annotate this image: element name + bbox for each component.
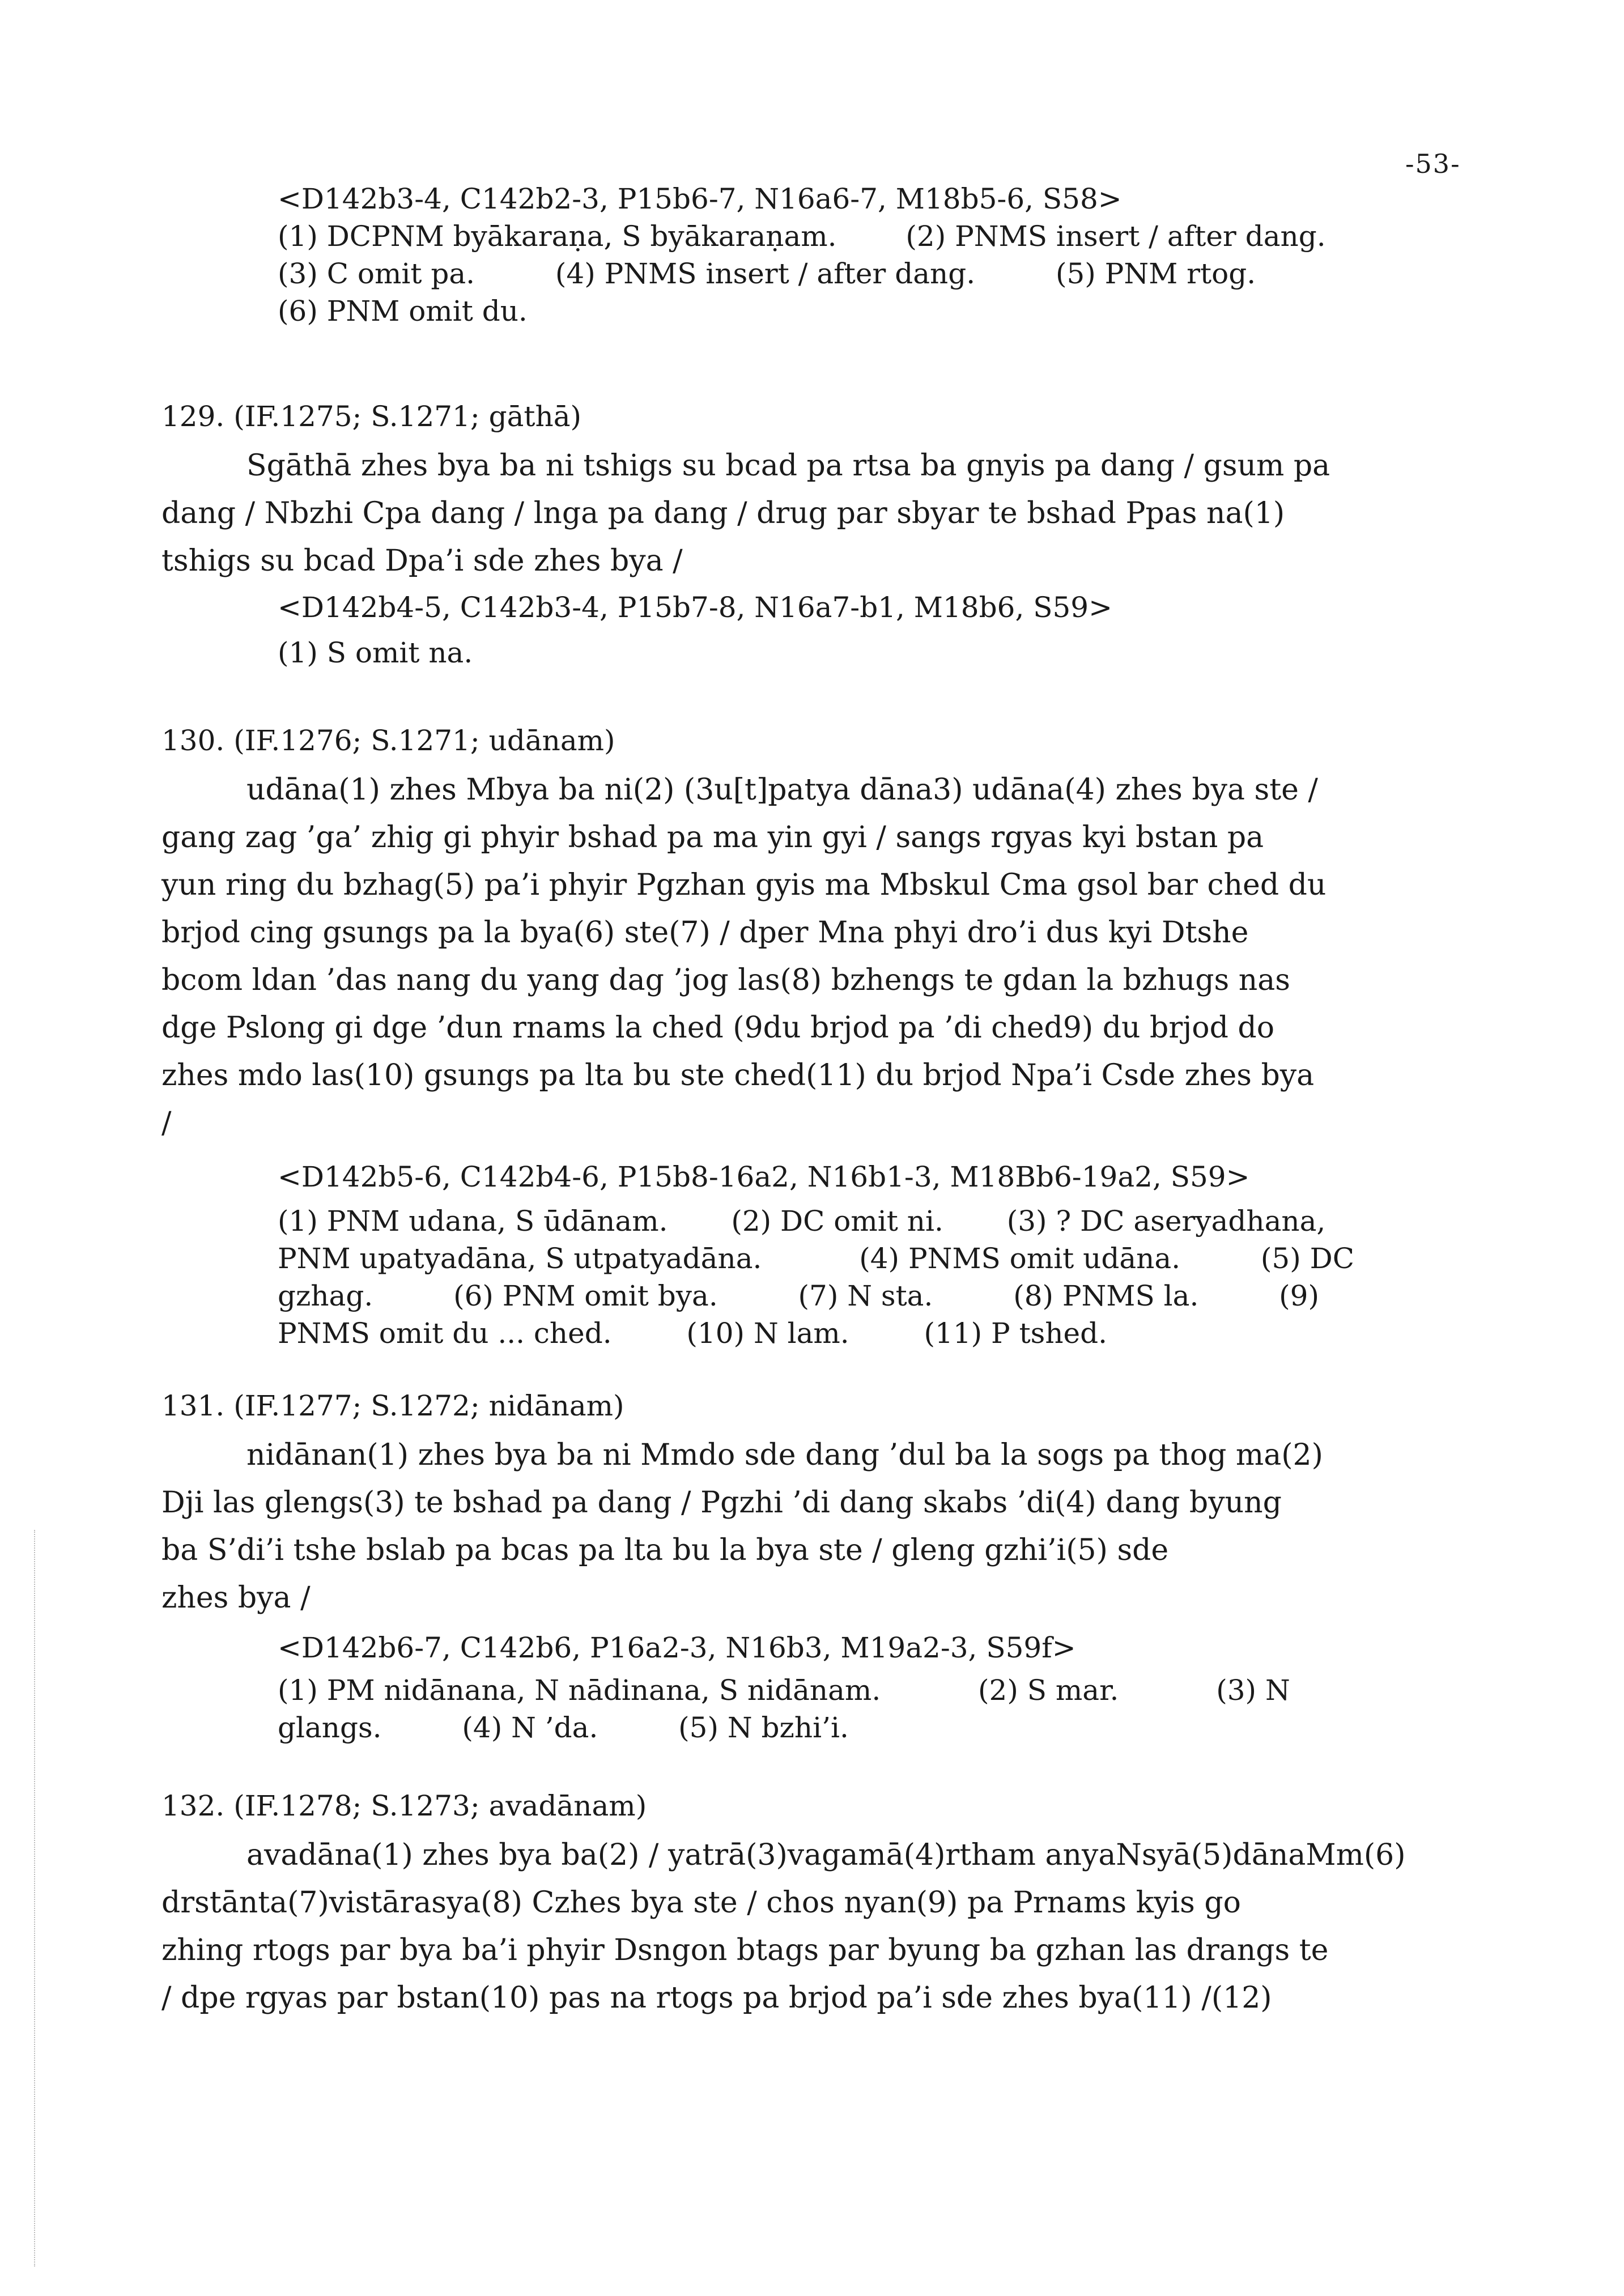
note: (1) PM nidānana, N nādinana, S nidānam.: [278, 1674, 881, 1707]
entry-131: [161, 1380, 1448, 1622]
note: (3) N: [1216, 1674, 1290, 1707]
note-line: [278, 1672, 1445, 1709]
note: PNMS omit du ... ched.: [278, 1317, 612, 1350]
text-line: bcom ldan ’das nang du yang dag ’jog las(8) bzhengs te gdan la bzhugs nas: [161, 963, 1290, 997]
text-line: dge Pslong gi dge ’dun rnams la ched (9du brjod pa ’di ched9) du brjod do: [161, 1011, 1275, 1045]
text-line: gang zag ’ga’ zhig gi phyir bshad pa ma yin gyi / sangs rgyas kyi bstan pa: [161, 820, 1264, 854]
note: (4) N ’da.: [462, 1711, 598, 1744]
note-line: [278, 1202, 1445, 1240]
note-line: [278, 255, 1445, 292]
text-line: tshigs su bcad Dpa’i sde zhes bya /: [161, 544, 683, 578]
note: PNM upatyadāna, S utpatyadāna.: [278, 1242, 762, 1275]
note-line: [278, 1315, 1445, 1352]
text-line: udāna(1) zhes Mbya ba ni(2) (3u[t]patya dāna3) udāna(4) zhes bya ste /: [246, 773, 1318, 807]
note: (8) PNMS la.: [1013, 1279, 1199, 1312]
entry-head: 132. (IF.1278; S.1273; avadānam): [161, 1789, 647, 1822]
note: (4) PNMS omit udāna.: [859, 1242, 1181, 1275]
entry-head: 130. (IF.1276; S.1271; udānam): [161, 724, 615, 757]
entry-128-ref: <D142b3-4, C142b2-3, P15b6-7, N16a6-7, M18b5-6, S58>: [278, 182, 1122, 215]
note: (10) N lam.: [686, 1317, 849, 1350]
entry-131-notes: [278, 1624, 1445, 1746]
note-line: [278, 1277, 1445, 1315]
text-line: /: [161, 1106, 172, 1140]
text-line: yun ring du bzhag(5) pa’i phyir Pgzhan gyis ma Mbskul Cma gsol bar ched du: [161, 868, 1327, 902]
text-line: avadāna(1) zhes bya ba(2) / yatrā(3)vagamā(4)rtham anyaNsyā(5)dānaMm(6): [246, 1838, 1406, 1872]
note: (2) DC omit ni.: [731, 1205, 943, 1238]
text-line: Dji las glengs(3) te bshad pa dang / Pgzhi ’di dang skabs ’di(4) dang byung: [161, 1486, 1282, 1520]
page-number: -53-: [1405, 148, 1461, 179]
note-line: [278, 1240, 1445, 1277]
text-line: zhes bya /: [161, 1581, 311, 1615]
entry-129-ref: <D142b4-5, C142b3-4, P15b7-8, N16a7-b1, M18b6, S59>: [278, 591, 1112, 624]
entry-130-notes: [278, 1151, 1445, 1352]
entry-130-ref: <D142b5-6, C142b4-6, P15b8-16a2, N16b1-3, M18Bb6-19a2, S59>: [278, 1160, 1250, 1193]
note: (3) ? DC aseryadhana,: [1006, 1205, 1326, 1238]
note: (7) N sta.: [798, 1279, 933, 1312]
note: (5) DC: [1260, 1242, 1354, 1275]
note: (1) PNM udana, S ūdānam.: [278, 1205, 668, 1238]
note: (9): [1279, 1279, 1319, 1312]
note: (3) C omit pa.: [278, 257, 475, 290]
note: (1) DCPNM byākaraṇa, S byākaraṇam.: [278, 220, 837, 253]
text-line: zhing rtogs par bya ba’i phyir Dsngon btags par byung ba gzhan las drangs te: [161, 1933, 1329, 1967]
note: glangs.: [278, 1711, 382, 1744]
entry-132: [161, 1780, 1448, 2022]
note: (2) PNMS insert / after dang.: [905, 220, 1326, 253]
text-line: ba S’di’i tshe bslab pa bcas pa lta bu la bya ste / gleng gzhi’i(5) sde: [161, 1533, 1169, 1567]
note: (6) PNM omit bya.: [453, 1279, 718, 1312]
entry-129-notes: [278, 585, 1445, 675]
note: (11) P tshed.: [924, 1317, 1108, 1350]
text-line: drstānta(7)vistārasya(8) Czhes bya ste / chos nyan(9) pa Prnams kyis go: [161, 1886, 1241, 1920]
note: (5) N bzhi’i.: [678, 1711, 849, 1744]
note: (6) PNM omit du.: [278, 295, 528, 328]
entry-head: 129. (IF.1275; S.1271; gāthā): [161, 400, 582, 433]
text-line: zhes mdo las(10) gsungs pa lta bu ste ched(11) du brjod Npa’i Csde zhes bya: [161, 1058, 1315, 1092]
text-line: Sgāthā zhes bya ba ni tshigs su bcad pa rtsa ba gnyis pa dang / gsum pa: [246, 449, 1330, 483]
text-line: brjod cing gsungs pa la bya(6) ste(7) / dper Mna phyi dro’i dus kyi Dtshe: [161, 916, 1249, 950]
note: (1) S omit na.: [278, 636, 473, 669]
note: (2) S mar.: [978, 1674, 1119, 1707]
text-line: / dpe rgyas par bstan(10) pas na rtogs pa brjod pa’i sde zhes bya(11) /(12): [161, 1981, 1272, 2015]
note: (4) PNMS insert / after dang.: [555, 257, 976, 290]
note-line: [278, 292, 1445, 330]
entry-131-ref: <D142b6-7, C142b6, P16a2-3, N16b3, M19a2-3, S59f>: [278, 1631, 1076, 1664]
entry-head: 131. (IF.1277; S.1272; nidānam): [161, 1389, 624, 1422]
binding-margin-line: [34, 1530, 36, 2267]
note-line: [278, 1709, 1445, 1746]
entry-129: [161, 391, 1448, 585]
entry-130: [161, 715, 1448, 1147]
entry-128-notes: [278, 180, 1445, 330]
note: gzhag.: [278, 1279, 373, 1312]
text-line: dang / Nbzhi Cpa dang / lnga pa dang / drug par sbyar te bshad Ppas na(1): [161, 496, 1285, 530]
note: (5) PNM rtog.: [1055, 257, 1256, 290]
note-line: [278, 218, 1445, 255]
text-line: nidānan(1) zhes bya ba ni Mmdo sde dang ’dul ba la sogs pa thog ma(2): [246, 1438, 1323, 1472]
